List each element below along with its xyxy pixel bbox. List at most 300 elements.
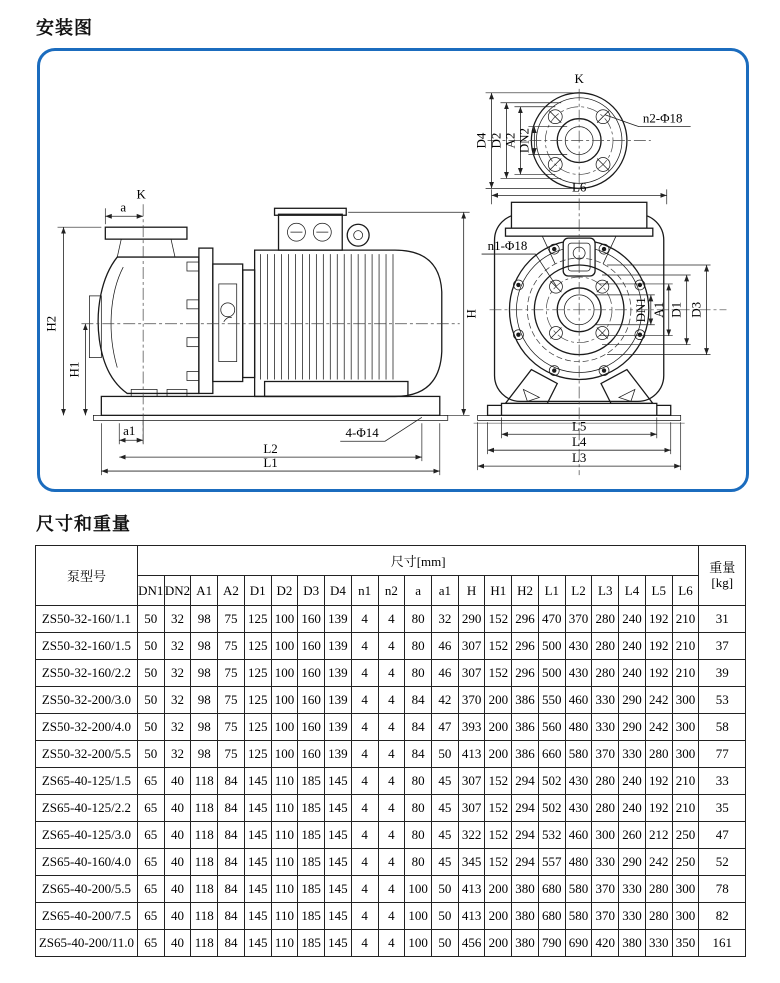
dim-col-header: L4 xyxy=(619,576,646,606)
dim-value-cell: 100 xyxy=(271,714,298,741)
dim-value-cell: 160 xyxy=(298,687,325,714)
dim-value-cell: 345 xyxy=(458,849,485,876)
dim-value-cell: 200 xyxy=(485,714,512,741)
pump-model-cell: ZS65-40-200/7.5 xyxy=(36,903,138,930)
dim-value-cell: 185 xyxy=(298,768,325,795)
dim-value-cell: 75 xyxy=(218,714,245,741)
dim-value-cell: 145 xyxy=(325,876,352,903)
dim-value-cell: 80 xyxy=(405,606,432,633)
weight-value-cell: 37 xyxy=(699,633,746,660)
dim-value-cell: 65 xyxy=(137,768,164,795)
dim-value-cell: 185 xyxy=(298,849,325,876)
pump-model-cell: ZS65-40-200/5.5 xyxy=(36,876,138,903)
table-row xyxy=(36,795,746,822)
dim-value-cell: 110 xyxy=(271,849,298,876)
dim-value-cell: 242 xyxy=(645,849,672,876)
dim-value-cell: 185 xyxy=(298,822,325,849)
dim-value-cell: 240 xyxy=(619,633,646,660)
dim-value-cell: 50 xyxy=(137,606,164,633)
dim-value-cell: 110 xyxy=(271,822,298,849)
dim-value-cell: 280 xyxy=(592,606,619,633)
dim-value-cell: 4 xyxy=(378,741,405,768)
dim-value-cell: 50 xyxy=(137,687,164,714)
side-view xyxy=(44,186,479,475)
dim-value-cell: 185 xyxy=(298,795,325,822)
dim-value-cell: 32 xyxy=(164,741,191,768)
dim-value-cell: 100 xyxy=(271,633,298,660)
dim-value-cell: 98 xyxy=(191,606,218,633)
dim-label-l6: L6 xyxy=(571,179,587,195)
table-row xyxy=(36,822,746,849)
dim-value-cell: 280 xyxy=(592,768,619,795)
dim-value-cell: 32 xyxy=(164,606,191,633)
dim-col-header: L6 xyxy=(672,576,699,606)
weight-value-cell: 47 xyxy=(699,822,746,849)
dim-value-cell: 42 xyxy=(431,687,458,714)
dim-value-cell: 280 xyxy=(645,903,672,930)
dim-value-cell: 690 xyxy=(565,930,592,957)
table-row xyxy=(36,633,746,660)
dim-value-cell: 98 xyxy=(191,714,218,741)
dim-value-cell: 160 xyxy=(298,741,325,768)
dim-value-cell: 307 xyxy=(458,768,485,795)
dim-value-cell: 145 xyxy=(244,849,271,876)
dim-value-cell: 4 xyxy=(351,876,378,903)
table-row xyxy=(36,714,746,741)
dim-value-cell: 4 xyxy=(378,795,405,822)
dim-value-cell: 118 xyxy=(191,768,218,795)
dim-value-cell: 32 xyxy=(164,714,191,741)
dim-value-cell: 145 xyxy=(325,903,352,930)
dim-value-cell: 118 xyxy=(191,822,218,849)
dim-value-cell: 84 xyxy=(218,930,245,957)
dim-value-cell: 532 xyxy=(538,822,565,849)
dim-value-cell: 370 xyxy=(458,687,485,714)
dim-label-l5: L5 xyxy=(571,418,587,434)
dim-value-cell: 500 xyxy=(538,660,565,687)
dim-label-l2: L2 xyxy=(263,441,278,457)
installation-diagram-title: 安装图 xyxy=(36,18,93,38)
dim-value-cell: 560 xyxy=(538,714,565,741)
dim-col-header: A2 xyxy=(218,576,245,606)
dim-value-cell: 4 xyxy=(351,903,378,930)
dim-label-l4: L4 xyxy=(571,434,587,450)
pump-model-cell: ZS50-32-160/1.5 xyxy=(36,633,138,660)
dim-value-cell: 98 xyxy=(191,741,218,768)
dim-value-cell: 500 xyxy=(538,633,565,660)
dim-value-cell: 110 xyxy=(271,795,298,822)
pump-model-cell: ZS50-32-160/2.2 xyxy=(36,660,138,687)
flange-view xyxy=(474,71,691,204)
dim-value-cell: 40 xyxy=(164,930,191,957)
lifting-eye xyxy=(347,224,369,246)
dim-col-header: D2 xyxy=(271,576,298,606)
dim-col-header: L3 xyxy=(592,576,619,606)
dim-value-cell: 330 xyxy=(592,714,619,741)
dim-label-dn1: DN1 xyxy=(632,297,648,323)
weight-header-line1: 重量 xyxy=(709,559,736,575)
dim-value-cell: 84 xyxy=(218,876,245,903)
dim-value-cell: 152 xyxy=(485,795,512,822)
dim-value-cell: 307 xyxy=(458,633,485,660)
dim-value-cell: 65 xyxy=(137,930,164,957)
dim-value-cell: 80 xyxy=(405,849,432,876)
dim-value-cell: 413 xyxy=(458,903,485,930)
dim-value-cell: 100 xyxy=(405,876,432,903)
dim-value-cell: 139 xyxy=(325,660,352,687)
dim-label-k-side: K xyxy=(136,186,146,202)
callout-n2-holes: n2-Φ18 xyxy=(642,110,683,126)
pump-technical-drawing xyxy=(41,53,745,489)
dim-value-cell: 160 xyxy=(298,633,325,660)
dim-value-cell: 200 xyxy=(485,930,512,957)
dim-value-cell: 370 xyxy=(592,741,619,768)
dim-value-cell: 145 xyxy=(244,768,271,795)
dim-value-cell: 139 xyxy=(325,741,352,768)
dim-value-cell: 160 xyxy=(298,660,325,687)
dim-value-cell: 330 xyxy=(645,930,672,957)
dim-col-header: DN1 xyxy=(137,576,164,606)
dim-value-cell: 290 xyxy=(619,687,646,714)
terminal-box xyxy=(279,214,343,250)
pump-model-cell: ZS65-40-160/4.0 xyxy=(36,849,138,876)
brand-emblem-side xyxy=(221,303,235,317)
dim-value-cell: 145 xyxy=(325,768,352,795)
dim-value-cell: 192 xyxy=(645,633,672,660)
baseplate xyxy=(101,396,439,415)
dim-value-cell: 32 xyxy=(164,660,191,687)
dim-value-cell: 65 xyxy=(137,849,164,876)
dim-value-cell: 307 xyxy=(458,795,485,822)
dim-value-cell: 84 xyxy=(218,768,245,795)
dim-value-cell: 300 xyxy=(672,687,699,714)
dim-value-cell: 4 xyxy=(351,660,378,687)
pump-model-cell: ZS65-40-200/11.0 xyxy=(36,930,138,957)
dim-value-cell: 75 xyxy=(218,741,245,768)
dim-value-cell: 502 xyxy=(538,768,565,795)
dim-value-cell: 430 xyxy=(565,795,592,822)
dim-value-cell: 280 xyxy=(592,660,619,687)
table-row xyxy=(36,876,746,903)
dim-col-header: H1 xyxy=(485,576,512,606)
dim-value-cell: 47 xyxy=(431,714,458,741)
dim-value-cell: 200 xyxy=(485,903,512,930)
dim-value-cell: 210 xyxy=(672,795,699,822)
weight-value-cell: 33 xyxy=(699,768,746,795)
dim-label-a1: a1 xyxy=(123,423,136,439)
dim-value-cell: 152 xyxy=(485,822,512,849)
dim-label-dn2: DN2 xyxy=(516,128,532,154)
dim-value-cell: 294 xyxy=(512,849,539,876)
dim-value-cell: 4 xyxy=(351,687,378,714)
table-row xyxy=(36,660,746,687)
dim-col-header: n1 xyxy=(351,576,378,606)
dim-value-cell: 84 xyxy=(218,903,245,930)
dim-value-cell: 32 xyxy=(164,633,191,660)
dim-label-h: H xyxy=(463,309,479,319)
dim-value-cell: 50 xyxy=(431,876,458,903)
dim-value-cell: 100 xyxy=(271,687,298,714)
pump-model-cell: ZS50-32-200/4.0 xyxy=(36,714,138,741)
dim-col-header: A1 xyxy=(191,576,218,606)
dim-value-cell: 139 xyxy=(325,687,352,714)
dim-value-cell: 4 xyxy=(378,849,405,876)
weight-value-cell: 53 xyxy=(699,687,746,714)
dim-value-cell: 242 xyxy=(645,687,672,714)
dim-value-cell: 4 xyxy=(351,633,378,660)
dim-value-cell: 294 xyxy=(512,822,539,849)
weight-value-cell: 58 xyxy=(699,714,746,741)
table-row xyxy=(36,903,746,930)
dim-value-cell: 50 xyxy=(431,930,458,957)
dim-value-cell: 50 xyxy=(137,660,164,687)
dim-value-cell: 294 xyxy=(512,795,539,822)
dim-value-cell: 470 xyxy=(538,606,565,633)
dim-col-header: L1 xyxy=(538,576,565,606)
dim-value-cell: 550 xyxy=(538,687,565,714)
dim-value-cell: 152 xyxy=(485,606,512,633)
dim-value-cell: 393 xyxy=(458,714,485,741)
dim-value-cell: 260 xyxy=(619,822,646,849)
dim-value-cell: 250 xyxy=(672,822,699,849)
dim-label-d3: D3 xyxy=(688,301,704,318)
dim-value-cell: 192 xyxy=(645,795,672,822)
motor-body xyxy=(255,250,442,396)
dim-label-h1: H1 xyxy=(66,361,82,378)
dim-value-cell: 84 xyxy=(405,687,432,714)
dim-value-cell: 185 xyxy=(298,930,325,957)
dim-value-cell: 212 xyxy=(645,822,672,849)
dim-value-cell: 280 xyxy=(645,876,672,903)
dim-value-cell: 40 xyxy=(164,822,191,849)
dim-value-cell: 200 xyxy=(485,687,512,714)
dim-value-cell: 110 xyxy=(271,876,298,903)
dim-value-cell: 580 xyxy=(565,903,592,930)
dim-value-cell: 4 xyxy=(351,606,378,633)
weight-value-cell: 35 xyxy=(699,795,746,822)
volute-casing xyxy=(98,257,199,393)
dim-value-cell: 192 xyxy=(645,660,672,687)
support-leg-left xyxy=(505,370,557,404)
dim-value-cell: 4 xyxy=(351,795,378,822)
dim-value-cell: 294 xyxy=(512,768,539,795)
dim-value-cell: 40 xyxy=(164,876,191,903)
table-header-row-2 xyxy=(36,576,746,606)
dim-value-cell: 4 xyxy=(351,714,378,741)
weight-header-line2: [kg] xyxy=(711,574,734,590)
dim-value-cell: 160 xyxy=(298,714,325,741)
dim-value-cell: 50 xyxy=(431,741,458,768)
dim-value-cell: 4 xyxy=(378,714,405,741)
installation-diagram-frame xyxy=(37,48,749,492)
pump-model-cell: ZS65-40-125/2.2 xyxy=(36,795,138,822)
dim-value-cell: 4 xyxy=(378,660,405,687)
dim-value-cell: 4 xyxy=(378,903,405,930)
dim-value-cell: 100 xyxy=(271,606,298,633)
dim-value-cell: 145 xyxy=(325,795,352,822)
dim-value-cell: 296 xyxy=(512,633,539,660)
table-row xyxy=(36,930,746,957)
dim-value-cell: 386 xyxy=(512,714,539,741)
table-row xyxy=(36,768,746,795)
dim-value-cell: 4 xyxy=(378,606,405,633)
dim-value-cell: 386 xyxy=(512,741,539,768)
dim-value-cell: 300 xyxy=(672,741,699,768)
dim-value-cell: 75 xyxy=(218,606,245,633)
dim-value-cell: 160 xyxy=(298,606,325,633)
dim-value-cell: 118 xyxy=(191,903,218,930)
dim-value-cell: 680 xyxy=(538,903,565,930)
dim-col-header: D3 xyxy=(298,576,325,606)
dim-value-cell: 145 xyxy=(244,876,271,903)
dim-value-cell: 4 xyxy=(351,741,378,768)
dim-value-cell: 145 xyxy=(325,849,352,876)
dim-value-cell: 330 xyxy=(619,903,646,930)
dim-value-cell: 210 xyxy=(672,660,699,687)
dim-value-cell: 4 xyxy=(378,930,405,957)
weight-value-cell: 82 xyxy=(699,903,746,930)
dim-value-cell: 580 xyxy=(565,741,592,768)
dim-value-cell: 110 xyxy=(271,930,298,957)
dim-value-cell: 4 xyxy=(378,822,405,849)
pump-model-cell: ZS50-32-200/5.5 xyxy=(36,741,138,768)
dim-value-cell: 296 xyxy=(512,606,539,633)
dim-value-cell: 80 xyxy=(405,768,432,795)
dimensions-group-header: 尺寸[mm] xyxy=(137,546,699,576)
dim-value-cell: 660 xyxy=(538,741,565,768)
dim-value-cell: 152 xyxy=(485,633,512,660)
dim-value-cell: 250 xyxy=(672,849,699,876)
dim-value-cell: 460 xyxy=(565,822,592,849)
weight-value-cell: 161 xyxy=(699,930,746,957)
dim-value-cell: 200 xyxy=(485,741,512,768)
dim-value-cell: 84 xyxy=(218,849,245,876)
pump-model-cell: ZS65-40-125/3.0 xyxy=(36,822,138,849)
dim-value-cell: 370 xyxy=(592,903,619,930)
dim-value-cell: 75 xyxy=(218,687,245,714)
dim-value-cell: 98 xyxy=(191,660,218,687)
dim-value-cell: 40 xyxy=(164,768,191,795)
dim-value-cell: 84 xyxy=(405,741,432,768)
dim-value-cell: 240 xyxy=(619,795,646,822)
dim-value-cell: 413 xyxy=(458,741,485,768)
dim-value-cell: 139 xyxy=(325,714,352,741)
dim-value-cell: 322 xyxy=(458,822,485,849)
dim-value-cell: 370 xyxy=(565,606,592,633)
weight-value-cell: 39 xyxy=(699,660,746,687)
dim-label-a1-front: A1 xyxy=(650,301,666,318)
dim-value-cell: 80 xyxy=(405,795,432,822)
dim-value-cell: 330 xyxy=(619,741,646,768)
dim-value-cell: 118 xyxy=(191,876,218,903)
dim-label-d4: D4 xyxy=(473,132,489,149)
dim-value-cell: 145 xyxy=(325,822,352,849)
dim-col-header: L5 xyxy=(645,576,672,606)
dim-value-cell: 192 xyxy=(645,606,672,633)
dim-value-cell: 290 xyxy=(458,606,485,633)
dim-value-cell: 45 xyxy=(431,795,458,822)
dim-value-cell: 80 xyxy=(405,660,432,687)
dim-col-header: a xyxy=(405,576,432,606)
dim-value-cell: 145 xyxy=(325,930,352,957)
dim-value-cell: 430 xyxy=(565,768,592,795)
dim-value-cell: 84 xyxy=(218,822,245,849)
dim-value-cell: 557 xyxy=(538,849,565,876)
dim-value-cell: 280 xyxy=(592,795,619,822)
dim-value-cell: 380 xyxy=(512,903,539,930)
dim-value-cell: 242 xyxy=(645,714,672,741)
dim-value-cell: 4 xyxy=(351,930,378,957)
dim-value-cell: 45 xyxy=(431,822,458,849)
dim-value-cell: 80 xyxy=(405,822,432,849)
dim-value-cell: 580 xyxy=(565,876,592,903)
dim-value-cell: 75 xyxy=(218,633,245,660)
dim-value-cell: 98 xyxy=(191,687,218,714)
pump-bracket xyxy=(213,264,243,381)
dim-value-cell: 200 xyxy=(485,876,512,903)
dim-value-cell: 192 xyxy=(645,768,672,795)
weight-value-cell: 78 xyxy=(699,876,746,903)
dim-value-cell: 430 xyxy=(565,660,592,687)
dim-value-cell: 80 xyxy=(405,633,432,660)
dim-col-header: L2 xyxy=(565,576,592,606)
dim-col-header: D1 xyxy=(244,576,271,606)
callout-base-holes: 4-Φ14 xyxy=(345,425,379,441)
dim-value-cell: 118 xyxy=(191,849,218,876)
dim-value-cell: 502 xyxy=(538,795,565,822)
front-view xyxy=(474,198,727,475)
pump-model-cell: ZS50-32-160/1.1 xyxy=(36,606,138,633)
dim-value-cell: 185 xyxy=(298,903,325,930)
dim-value-cell: 290 xyxy=(619,714,646,741)
dim-value-cell: 145 xyxy=(244,903,271,930)
dim-value-cell: 40 xyxy=(164,795,191,822)
dim-value-cell: 100 xyxy=(405,903,432,930)
dim-value-cell: 46 xyxy=(431,660,458,687)
dim-value-cell: 125 xyxy=(244,687,271,714)
dim-value-cell: 380 xyxy=(619,930,646,957)
dim-value-cell: 4 xyxy=(378,768,405,795)
dim-value-cell: 350 xyxy=(672,930,699,957)
dim-value-cell: 125 xyxy=(244,741,271,768)
pump-model-cell: ZS65-40-125/1.5 xyxy=(36,768,138,795)
dim-value-cell: 45 xyxy=(431,849,458,876)
dim-value-cell: 110 xyxy=(271,768,298,795)
dim-value-cell: 145 xyxy=(244,822,271,849)
dim-value-cell: 290 xyxy=(619,849,646,876)
dim-value-cell: 65 xyxy=(137,795,164,822)
dim-value-cell: 330 xyxy=(592,849,619,876)
weight-header xyxy=(699,546,746,606)
dim-value-cell: 50 xyxy=(137,741,164,768)
dim-col-header: a1 xyxy=(431,576,458,606)
dim-value-cell: 240 xyxy=(619,660,646,687)
dim-value-cell: 125 xyxy=(244,633,271,660)
dim-value-cell: 40 xyxy=(164,903,191,930)
dim-value-cell: 125 xyxy=(244,714,271,741)
discharge-flange xyxy=(105,227,187,239)
dim-value-cell: 240 xyxy=(619,768,646,795)
table-row xyxy=(36,687,746,714)
dim-value-cell: 139 xyxy=(325,633,352,660)
dim-label-l1: L1 xyxy=(263,455,278,471)
dim-value-cell: 4 xyxy=(378,687,405,714)
dim-value-cell: 32 xyxy=(431,606,458,633)
dim-label-d1: D1 xyxy=(668,301,684,318)
dim-value-cell: 84 xyxy=(218,795,245,822)
dim-value-cell: 145 xyxy=(244,795,271,822)
dim-label-d2: D2 xyxy=(488,132,504,149)
